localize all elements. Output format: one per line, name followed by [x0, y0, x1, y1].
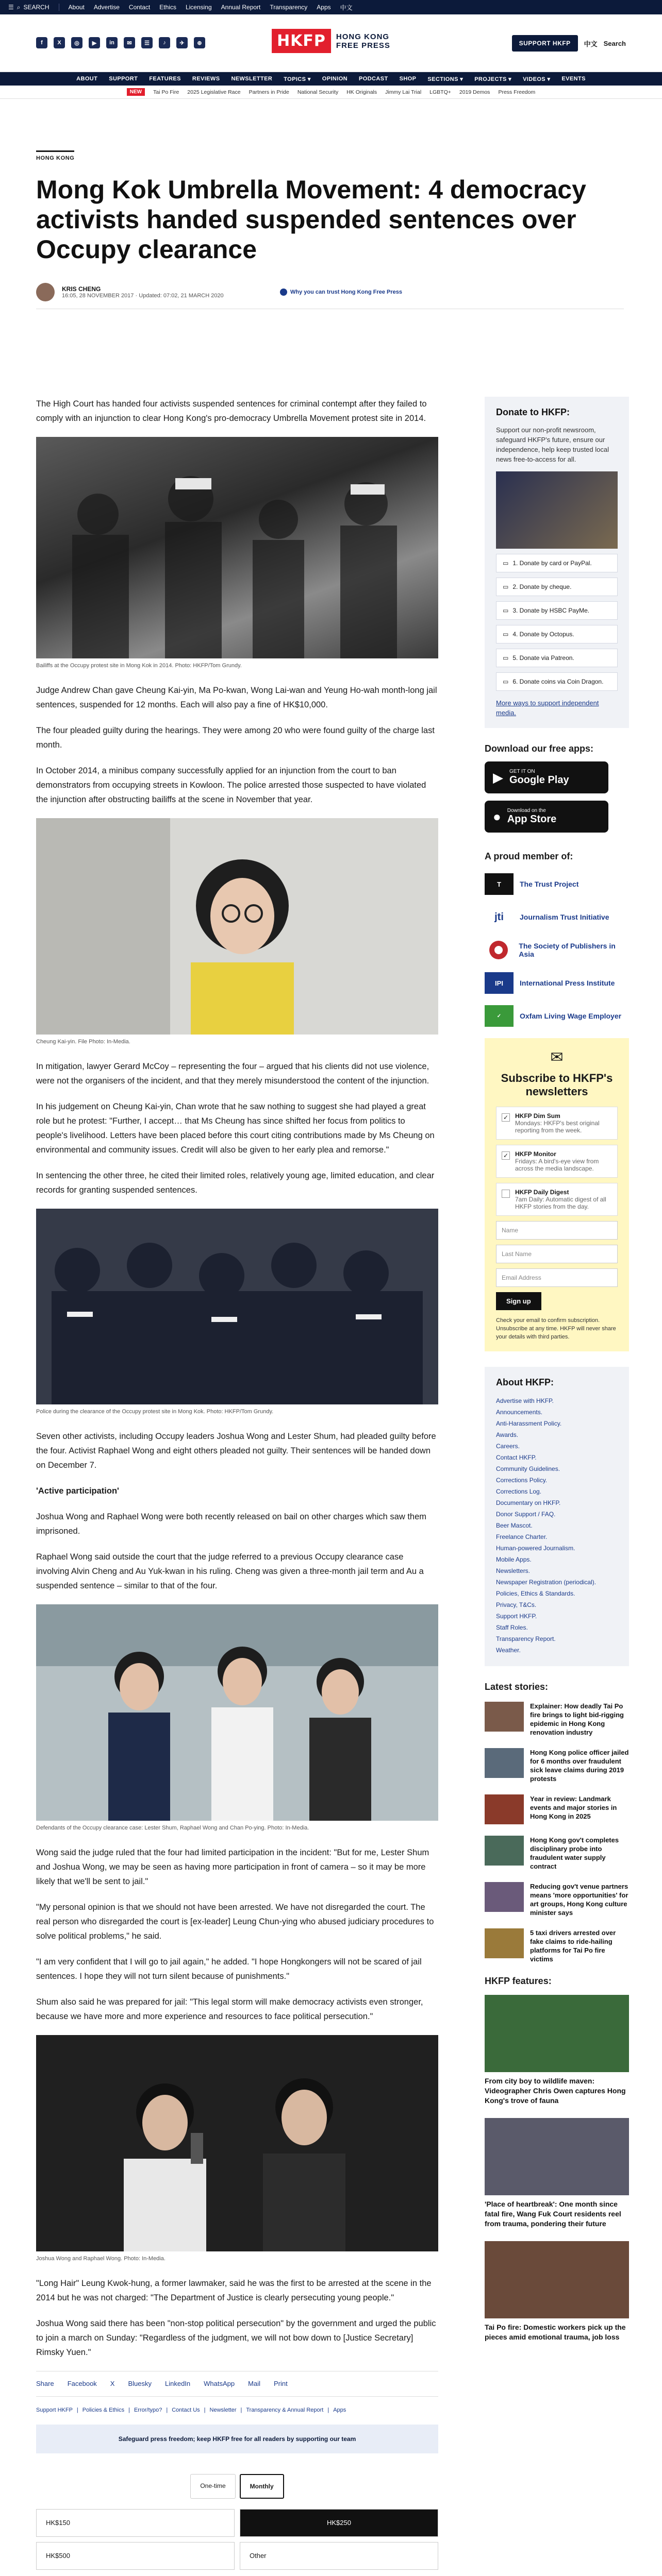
photo-caption: Bailiffs at the Occupy protest site in Mong Kok in 2014. Photo: HKFP/Tom Grundy.	[36, 663, 242, 669]
cheque-icon: ▭	[503, 583, 509, 590]
newsletter-option-text	[515, 1150, 612, 1172]
about-link[interactable]: Documentary on HKFP.	[496, 1499, 561, 1506]
donate-text: Support our non-profit newsroom, safeguard HKFP's future, ensure our independence, help keep trusted local news free-to-access for all.	[496, 426, 609, 463]
patreon-icon: ▭	[503, 654, 509, 662]
freq-one-time[interactable]: One-time	[190, 2474, 235, 2499]
footer-link[interactable]: Apps	[333, 2407, 346, 2413]
about-link[interactable]: Human-powered Journalism.	[496, 1545, 575, 1552]
donate-option[interactable]	[496, 601, 618, 620]
amount-other[interactable]: Other	[240, 2542, 438, 2570]
article-body	[36, 397, 438, 2576]
member-ipi[interactable]	[485, 972, 629, 994]
about-link[interactable]: Staff Roles.	[496, 1624, 528, 1631]
trust-link-label: Why you can trust Hong Kong Free Press	[290, 289, 402, 295]
latest-story[interactable]	[485, 1882, 629, 1917]
byline-text	[62, 285, 224, 299]
checkbox-icon[interactable]: ✓	[502, 1151, 510, 1160]
newsletter-note: Check your email to confirm subscription. Unsubscribe at any time. HKFP will never share your details with third parties.	[496, 1317, 616, 1340]
about-link[interactable]: Weather.	[496, 1647, 521, 1654]
feature-thumbnail	[485, 2241, 629, 2318]
logo-text	[336, 32, 390, 50]
google-play-button[interactable]	[485, 761, 608, 793]
share-mail[interactable]: Mail	[248, 2380, 260, 2387]
photo-wong	[36, 2035, 438, 2251]
footer-link[interactable]: Newsletter	[209, 2407, 237, 2413]
name-field[interactable]: Name	[496, 1221, 618, 1240]
donate-option-label: 4. Donate by Octopus.	[512, 631, 574, 638]
trending-link[interactable]: Press Freedom	[498, 89, 536, 95]
latest-story[interactable]	[485, 1928, 629, 1963]
donate-option-label: 3. Donate by HSBC PayMe.	[512, 607, 590, 614]
topbar-link[interactable]: Licensing	[185, 4, 212, 11]
share-facebook[interactable]: Facebook	[67, 2380, 97, 2387]
photo-caption: Defendants of the Occupy clearance case: Lester Shum, Raphael Wong and Chan Po-ying. Photo: In-Media.	[36, 1825, 309, 1831]
byline	[36, 283, 624, 309]
donate-option-label: 2. Donate by cheque.	[512, 583, 572, 590]
share-print[interactable]: Print	[273, 2380, 288, 2387]
footer-link[interactable]: Transparency & Annual Report	[246, 2407, 324, 2413]
paragraph: Wong said the judge ruled that the four had limited participation in the incident: "But for me, Lester Shum and Joshua Wong, we may be seen as having more participation in front of camera – so it may be more likely that we'll be sent to jail."	[36, 1848, 429, 1886]
trending-link[interactable]: LGBTQ+	[429, 89, 451, 95]
share-bluesky[interactable]: Bluesky	[128, 2380, 152, 2387]
sidebar	[485, 397, 629, 2354]
trending-link[interactable]: Partners in Pride	[249, 89, 289, 95]
donate-option-label: 5. Donate via Patreon.	[512, 654, 574, 662]
paragraph: In mitigation, lawyer Gerard McCoy – representing the four – argued that his clients did not use violence, were not the organisers of the incident, and that they merely misunderstood the content of the injunction.	[36, 1062, 429, 1086]
donate-option-label: 1. Donate by card or PayPal.	[512, 560, 592, 567]
nl-opt-title: HKFP Monitor	[515, 1150, 556, 1158]
footer-link[interactable]: Contact Us	[172, 2407, 200, 2413]
story-thumbnail	[485, 1836, 524, 1866]
avatar	[36, 283, 55, 301]
donation-frequency	[36, 2474, 438, 2499]
signup-button[interactable]: Sign up	[496, 1292, 541, 1310]
story-thumbnail	[485, 1928, 524, 1958]
linkedin-icon[interactable]: in	[106, 37, 118, 48]
sopa-icon	[485, 939, 512, 961]
tiktok-icon[interactable]: ♪	[159, 37, 170, 48]
instagram-icon[interactable]: ◎	[71, 37, 82, 48]
defendants-image	[36, 1604, 438, 1821]
gp-line1: GET IT ON	[509, 769, 535, 774]
member-label: The Trust Project	[520, 880, 579, 888]
section-heading: 'Active participation'	[36, 1486, 119, 1496]
ipi-icon: IPI	[485, 972, 514, 994]
newsletter-option[interactable]	[496, 1183, 618, 1216]
donate-option[interactable]	[496, 672, 618, 691]
paragraph: "I am very confident that I will go to jail again," he added. "I hope Hongkongers will not be scared of jail sentences. I hope they will not turn silent because of punishments."	[36, 1957, 422, 1981]
latest-story[interactable]	[485, 1794, 629, 1824]
about-link[interactable]: Donor Support / FAQ.	[496, 1511, 556, 1518]
member-trust-project[interactable]	[485, 873, 629, 895]
about-link[interactable]: Anti-Harassment Policy.	[496, 1420, 562, 1427]
member-label: Oxfam Living Wage Employer	[520, 1012, 622, 1020]
paragraph: Joshua Wong and Raphael Wong were both recently released on bail on other charges which saw them imprisoned.	[36, 1512, 427, 1536]
app-store-text	[507, 808, 557, 825]
share-x[interactable]: X	[110, 2380, 115, 2387]
topbar-link[interactable]: Advertise	[93, 4, 120, 11]
about-link[interactable]: Careers.	[496, 1443, 520, 1450]
main-nav	[0, 72, 662, 86]
category-tag[interactable]: HONG KONG	[36, 150, 74, 161]
member-oxfam[interactable]	[485, 1005, 629, 1027]
new-badge: NEW	[127, 88, 145, 96]
topbar-link[interactable]: Apps	[317, 4, 331, 11]
about-link[interactable]: Freelance Charter.	[496, 1533, 548, 1540]
trending-link[interactable]: 2019 Demos	[459, 89, 490, 95]
trust-link[interactable]	[280, 289, 624, 296]
google-play-text	[509, 769, 569, 786]
facebook-icon[interactable]: f	[36, 37, 47, 48]
about-link[interactable]: Privacy, T&Cs.	[496, 1601, 537, 1608]
newsletter-title: Subscribe to HKFP's newsletters	[501, 1072, 613, 1098]
story-title: Year in review: Landmark events and major stories in Hong Kong in 2025	[530, 1795, 617, 1820]
donate-option[interactable]	[496, 554, 618, 572]
donate-option[interactable]	[496, 625, 618, 643]
mail-icon[interactable]: ✉	[124, 37, 135, 48]
about-link[interactable]: Support HKFP.	[496, 1613, 537, 1620]
paragraph: In October 2014, a minibus company successfully applied for an injunction from the court to ban demonstrators from occupying streets in Kowloon. The police arrested those suspected to have violated the injunction after obstructing bailiffs at the scene in November that year.	[36, 766, 426, 804]
paragraph: The High Court has handed four activists suspended sentences for criminal contempt after they failed to comply with an injunction to clear Hong Kong's pro-democracy Umbrella Movement protest site in 2014.	[36, 399, 427, 423]
about-link[interactable]: Policies, Ethics & Standards.	[496, 1590, 575, 1597]
publish-date: 16:05, 28 NOVEMBER 2017 · Updated: 07:02, 21 MARCH 2020	[62, 293, 224, 299]
police-image	[36, 1209, 438, 1404]
share-linkedin[interactable]: LinkedIn	[165, 2380, 191, 2387]
card-icon: ▭	[503, 560, 509, 567]
trending-link[interactable]: Jimmy Lai Trial	[385, 89, 422, 95]
donate-option-label: 6. Donate coins via Coin Dragon.	[512, 678, 604, 685]
donation-amounts	[36, 2509, 438, 2570]
features-title: HKFP features:	[485, 1976, 552, 1986]
telegram-icon[interactable]: ✈	[176, 37, 188, 48]
coin-icon: ▭	[503, 678, 509, 685]
donate-option[interactable]	[496, 578, 618, 596]
member-label: Journalism Trust Initiative	[520, 913, 609, 921]
about-link[interactable]: Beer Mascot.	[496, 1522, 533, 1529]
footer-link[interactable]: Support HKFP	[36, 2407, 73, 2413]
email-field[interactable]: Email Address	[496, 1268, 618, 1287]
paragraph: In sentencing the other three, he cited their limited roles, relatively young age, limited education, and clear records for granting suspended sentences.	[36, 1171, 435, 1195]
about-link[interactable]: Transparency Report.	[496, 1635, 556, 1642]
feature-thumbnail	[485, 2118, 629, 2195]
about-link[interactable]: Contact HKFP.	[496, 1454, 537, 1461]
feature-story[interactable]	[485, 2118, 629, 2229]
paragraph: Shum also said he was prepared for jail: "This legal storm will make democracy activists even stronger, because we have more and more experience and resources to face political persecution."	[36, 1997, 423, 2021]
language-link[interactable]: 中文	[584, 40, 598, 48]
article-header	[0, 99, 662, 309]
logo-line2: FREE PRESS	[336, 41, 390, 50]
story-title: 5 taxi drivers arrested over fake claims to ride-hailing platforms for Tai Po fire victims	[530, 1929, 616, 1963]
story-title: Explainer: How deadly Tai Po fire brings to light bid-rigging epidemic in Hong Kong renovation industry	[530, 1702, 624, 1736]
nav-item[interactable]: SUPPORT	[109, 76, 138, 82]
story-title: Hong Kong police officer jailed for 6 months over fraudulent sick leave claims during 2019 protests	[530, 1749, 629, 1783]
story-title: Reducing gov't venue partners means 'more opportunities' for art groups, Hong Kong culture minister says	[530, 1883, 628, 1917]
latest-story[interactable]	[485, 1748, 629, 1783]
rss-icon[interactable]: ☰	[141, 37, 153, 48]
paragraph: Seven other activists, including Occupy leaders Joshua Wong and Lester Shum, had pleaded guilty before the four. Activist Raphael Wong and eight others pleaded not guilty. Their sentences will be handed down on December 7.	[36, 1432, 436, 1470]
amount-option[interactable]: HK$150	[36, 2509, 235, 2537]
donate-option[interactable]	[496, 649, 618, 667]
nav-item[interactable]: SHOP	[399, 76, 417, 82]
story-thumbnail	[485, 1748, 524, 1778]
as-line1: Download on the	[507, 808, 546, 814]
octopus-icon: ▭	[503, 631, 509, 638]
about-link[interactable]: Corrections Policy.	[496, 1477, 548, 1484]
topbar-link[interactable]: Contact	[128, 4, 151, 11]
about-link[interactable]: Newspaper Registration (periodical).	[496, 1579, 597, 1586]
share-whatsapp[interactable]: WhatsApp	[204, 2380, 235, 2387]
x-icon[interactable]: X	[54, 37, 65, 48]
menu-search[interactable]: ☰ ⌕ SEARCH	[8, 3, 49, 11]
newsletter-option[interactable]	[496, 1107, 618, 1140]
member-label: The Society of Publishers in Asia	[519, 942, 616, 958]
feature-thumbnail	[485, 1995, 629, 2072]
envelope-icon: ✉	[550, 1049, 564, 1066]
nav-item[interactable]: REVIEWS	[192, 76, 220, 82]
topbar-lang[interactable]: 中文	[340, 4, 353, 11]
feature-story[interactable]	[485, 1995, 629, 2106]
amount-option[interactable]: HK$500	[36, 2542, 235, 2570]
logo-mark: HKFP	[272, 29, 331, 53]
wong-image	[36, 2035, 438, 2251]
more-ways-link[interactable]: More ways to support independent media.	[496, 699, 599, 717]
paragraph: In his judgement on Cheung Kai-yin, Chan wrote that he saw nothing to suggest she had played a great role but he protest: "Further, I accept… that Ms Cheung has since shifted her focus from politics to people's livelihood. Letters have been placed before this court citing contributions made by Ms Cheung on environmental and community issues. Credit will also be given to her early plea and remorse."	[36, 1102, 435, 1155]
story-thumbnail	[485, 1794, 524, 1824]
nav-item[interactable]: PODCAST	[359, 76, 388, 82]
nl-opt-desc: Mondays: HKFP's best original reporting from the week.	[515, 1120, 600, 1134]
apple-icon: ●	[493, 808, 501, 824]
checkbox-icon[interactable]	[502, 1190, 510, 1198]
feature-title: From city boy to wildlife maven: Videographer Chris Owen captures Hong Kong's trove of fauna	[485, 2077, 626, 2105]
paragraph: Joshua Wong said there has been "non-stop political persecution" by the government and urged the public to join a march on Sunday: "Regardless of the judgment, we will not bow down to [Justice Secretary] Rimsky Yuen."	[36, 2319, 436, 2357]
checkbox-icon[interactable]: ✓	[502, 1113, 510, 1122]
newsletter-option[interactable]	[496, 1145, 618, 1178]
about-link[interactable]: Advertise with HKFP.	[496, 1397, 554, 1404]
trending-link[interactable]: National Security	[297, 89, 339, 95]
article-footer-links: Support HKFP | Policies & Ethics | Error/typo? | Contact Us | Newsletter | Transparency & Annual Report | Apps	[36, 2403, 438, 2417]
masthead	[0, 14, 662, 72]
nav-item[interactable]: NEWSLETTER	[231, 76, 273, 82]
photo-defendants	[36, 1604, 438, 1821]
about-title: About HKFP:	[496, 1377, 554, 1387]
nl-opt-desc: Fridays: A bird's-eye view from across the media landscape.	[515, 1158, 599, 1172]
search-link[interactable]: Search	[603, 39, 626, 47]
photo-bailiffs	[36, 437, 438, 658]
paragraph: Raphael Wong said outside the court that the judge referred to a previous Occupy clearance case involving Alvin Cheng and Au Yuk-kwan in his ruling. Cheng was given a three-month jail term and Au a suspended sentence – similar to that of the four.	[36, 1552, 424, 1590]
trending-link[interactable]: 2025 Legislative Race	[187, 89, 241, 95]
about-link[interactable]: Newsletters.	[496, 1567, 531, 1574]
nav-item[interactable]: EVENTS	[561, 76, 586, 82]
donate-title: Donate to HKFP:	[496, 407, 570, 417]
youtube-icon[interactable]: ▶	[89, 37, 100, 48]
freq-monthly[interactable]: Monthly	[240, 2474, 284, 2499]
about-card	[485, 1367, 629, 1666]
paragraph: "My personal opinion is that we should not have been arrested. We have not disregarded the court. The real person who disregarded the court is [ex-leader] Leung Chun-ying who abused judiciary procedures to solve political problems," he said.	[36, 1903, 434, 1941]
newsletter-option-text	[515, 1112, 612, 1134]
feature-title: Tai Po fire: Domestic workers pick up the pieces amid emotional trauma, job loss	[485, 2323, 626, 2341]
about-link[interactable]: Announcements.	[496, 1409, 543, 1416]
topbar-link[interactable]: Annual Report	[221, 4, 261, 11]
latest-story[interactable]	[485, 1836, 629, 1871]
share-bar	[36, 2371, 438, 2397]
app-store-button[interactable]	[485, 801, 608, 833]
masthead-actions	[512, 35, 626, 52]
about-list	[496, 1395, 618, 1656]
sopa-logo	[488, 940, 509, 960]
last-name-field[interactable]: Last Name	[496, 1245, 618, 1263]
paragraph: The four pleaded guilty during the hearings. They were among 20 who were found guilty of the charge last month.	[36, 726, 435, 750]
trust-icon	[280, 289, 287, 296]
threads-icon[interactable]: ⊕	[194, 37, 205, 48]
topbar-link[interactable]: Transparency	[270, 4, 308, 11]
nl-opt-title: HKFP Daily Digest	[515, 1189, 569, 1196]
latest-title: Latest stories:	[485, 1682, 549, 1692]
portrait-image	[36, 818, 438, 1035]
story-thumbnail	[485, 1882, 524, 1912]
share-label: Share	[36, 2380, 54, 2387]
about-link[interactable]: Community Guidelines.	[496, 1465, 560, 1472]
photo-police	[36, 1209, 438, 1404]
photo-caption: Joshua Wong and Raphael Wong. Photo: In-Media.	[36, 2256, 166, 2262]
about-link[interactable]: Corrections Log.	[496, 1488, 542, 1495]
nav-item[interactable]: OPINION	[322, 76, 347, 82]
nav-item[interactable]: PROJECTS ▾	[474, 76, 512, 82]
apps-title: Download our free apps:	[485, 743, 594, 754]
amount-option-selected[interactable]: HK$250	[240, 2509, 438, 2537]
social-links	[36, 37, 205, 48]
nav-item[interactable]: SECTIONS ▾	[427, 76, 464, 82]
member-title: A proud member of:	[485, 851, 573, 861]
photo-caption: Cheung Kai-yin. File Photo: In-Media.	[36, 1039, 130, 1045]
play-icon: ▶	[493, 769, 503, 785]
newsletter-option-text	[515, 1189, 612, 1210]
nav-item[interactable]: TOPICS ▾	[284, 76, 311, 82]
support-button[interactable]: SUPPORT HKFP	[512, 35, 578, 52]
footer-link[interactable]: Error/typo?	[134, 2407, 162, 2413]
feature-story[interactable]	[485, 2241, 629, 2342]
trending-nav	[0, 86, 662, 99]
gp-line2: Google Play	[509, 774, 569, 786]
trending-link[interactable]: Tai Po Fire	[153, 89, 179, 95]
about-link[interactable]: Mobile Apps.	[496, 1556, 532, 1563]
crowd-image	[36, 437, 438, 658]
donate-image	[496, 471, 618, 549]
donate-card	[485, 397, 629, 728]
page-title: Mong Kok Umbrella Movement: 4 democracy activists handed suspended sentences over Occupy clearance	[36, 175, 586, 264]
trending-link[interactable]: HK Originals	[346, 89, 377, 95]
author-name[interactable]: KRIS CHENG	[62, 285, 101, 293]
topbar-link[interactable]: Ethics	[159, 4, 176, 11]
member-label: International Press Institute	[520, 979, 615, 987]
payme-icon: ▭	[503, 607, 509, 614]
newsletter-box	[485, 1038, 629, 1351]
nav-item[interactable]: ABOUT	[76, 76, 98, 82]
footer-link[interactable]: Policies & Ethics	[82, 2407, 125, 2413]
about-link[interactable]: Awards.	[496, 1431, 519, 1438]
oxfam-icon: ✓	[485, 1005, 514, 1027]
member-sopa[interactable]	[485, 939, 629, 961]
photo-caption: Police during the clearance of the Occupy protest site in Mong Kok. Photo: HKFP/Tom Grundy.	[36, 1409, 274, 1415]
donate-banner[interactable]: Safeguard press freedom; keep HKFP free for all readers by supporting our team	[36, 2425, 438, 2453]
nav-item[interactable]: VIDEOS ▾	[523, 76, 551, 82]
search-icon: ⌕	[16, 3, 21, 11]
member-jti[interactable]	[485, 906, 629, 928]
menu-icon: ☰	[8, 4, 14, 11]
jti-icon: jti	[494, 911, 504, 923]
top-utility-bar	[0, 0, 662, 14]
latest-story[interactable]	[485, 1702, 629, 1737]
logo-line1: HONG KONG	[336, 32, 390, 41]
nl-opt-desc: 7am Daily: Automatic digest of all HKFP stories from the day.	[515, 1196, 606, 1210]
trust-project-icon: T	[485, 873, 514, 895]
nav-item[interactable]: FEATURES	[149, 76, 181, 82]
story-title: Hong Kong gov't completes disciplinary probe into fraudulent water supply contract	[530, 1836, 619, 1870]
site-logo[interactable]	[272, 29, 390, 53]
photo-cheung	[36, 818, 438, 1035]
nl-opt-title: HKFP Dim Sum	[515, 1112, 560, 1120]
as-line2: App Store	[507, 814, 557, 825]
paragraph: "Long Hair" Leung Kwok-hung, a former lawmaker, said he was the first to be arrested at the scene in the 2014 but he was not charged: "The Department of Justice is clearly persecuting young people."	[36, 2279, 432, 2302]
story-thumbnail	[485, 1702, 524, 1732]
paragraph: Judge Andrew Chan gave Cheung Kai-yin, Ma Po-kwan, Wong Lai-wan and Yeung Ho-wah month-long jail sentences, suspended for 12 months. Each will also pay a fine of HK$10,000.	[36, 686, 437, 709]
topbar-link[interactable]: About	[68, 4, 85, 11]
feature-title: 'Place of heartbreak': One month since fatal fire, Wang Fuk Court residents reel from trauma, pondering their future	[485, 2200, 621, 2228]
